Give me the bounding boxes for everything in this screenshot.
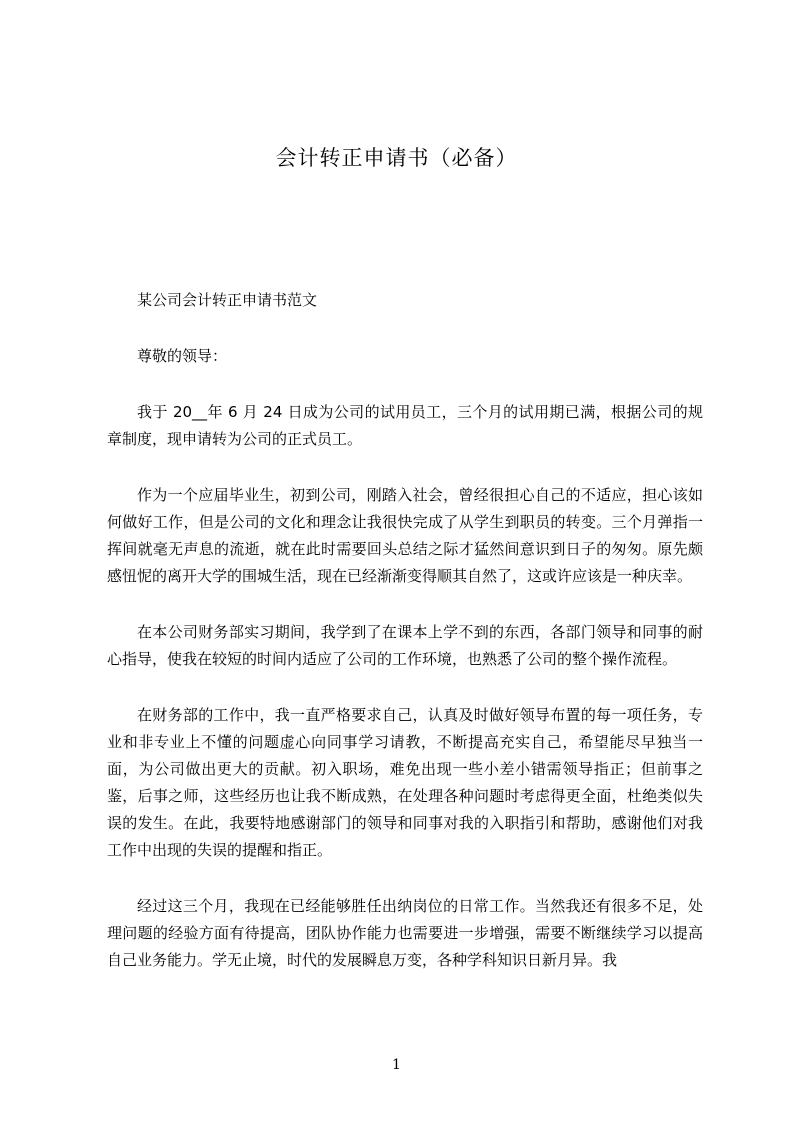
paragraph-2: 作为一个应届毕业生，初到公司，刚踏入社会，曾经很担心自己的不适应，担心该如何做好工作，但是公司的文化和理念让我很快完成了从学生到职员的转变。三个月弹指一挥间就毫无声息的流逝，就在此时需要回头总结之际才猛然间意识到日子的匆匆。原先颇感忸怩的离开大学的围城生活，现在已经渐渐变得顺其自然了，这或许应该是一种庆幸。 — [107, 486, 703, 585]
paragraph-3: 在本公司财务部实习期间，我学到了在课本上学不到的东西，各部门领导和同事的耐心指导，使我在较短的时间内适应了公司的工作环境，也熟悉了公司的整个操作流程。 — [107, 623, 703, 668]
paragraph-1: 我于 20__年 6 月 24 日成为公司的试用员工，三个月的试用期已满，根据公司的规章制度，现申请转为公司的正式员工。 — [107, 403, 703, 448]
document-title: 会计转正申请书（必备） — [275, 146, 518, 170]
paragraph-5: 经过这三个月，我现在已经能够胜任出纳岗位的日常工作。当然我还有很多不足，处理问题的经验方面有待提高，团队协作能力也需要进一步增强，需要不断继续学习以提高自己业务能力。学无止境，时代的发展瞬息万变，各种学科知识日新月异。我 — [107, 897, 703, 969]
document-body — [107, 287, 703, 1003]
salutation: 尊敬的领导： — [137, 347, 228, 365]
paragraph-4: 在财务部的工作中，我一直严格要求自己，认真及时做好领导布置的每一项任务，专业和非专业上不懂的问题虚心向同事学习请教，不断提高充实自己，希望能尽早独当一面，为公司做出更大的贡献。初入职场，难免出现一些小差小错需领导指正；但前事之鉴，后事之师，这些经历也让我不断成熟，在处理各种问题时考虑得更全面，杜绝类似失误的发生。在此，我要特地感谢部门的领导和同事对我的入职指引和帮助，感谢他们对我工作中出现的失误的提醒和指正。 — [107, 706, 703, 859]
document-subtitle: 某公司会计转正申请书范文 — [137, 291, 318, 309]
page-number: 1 — [392, 1057, 401, 1073]
